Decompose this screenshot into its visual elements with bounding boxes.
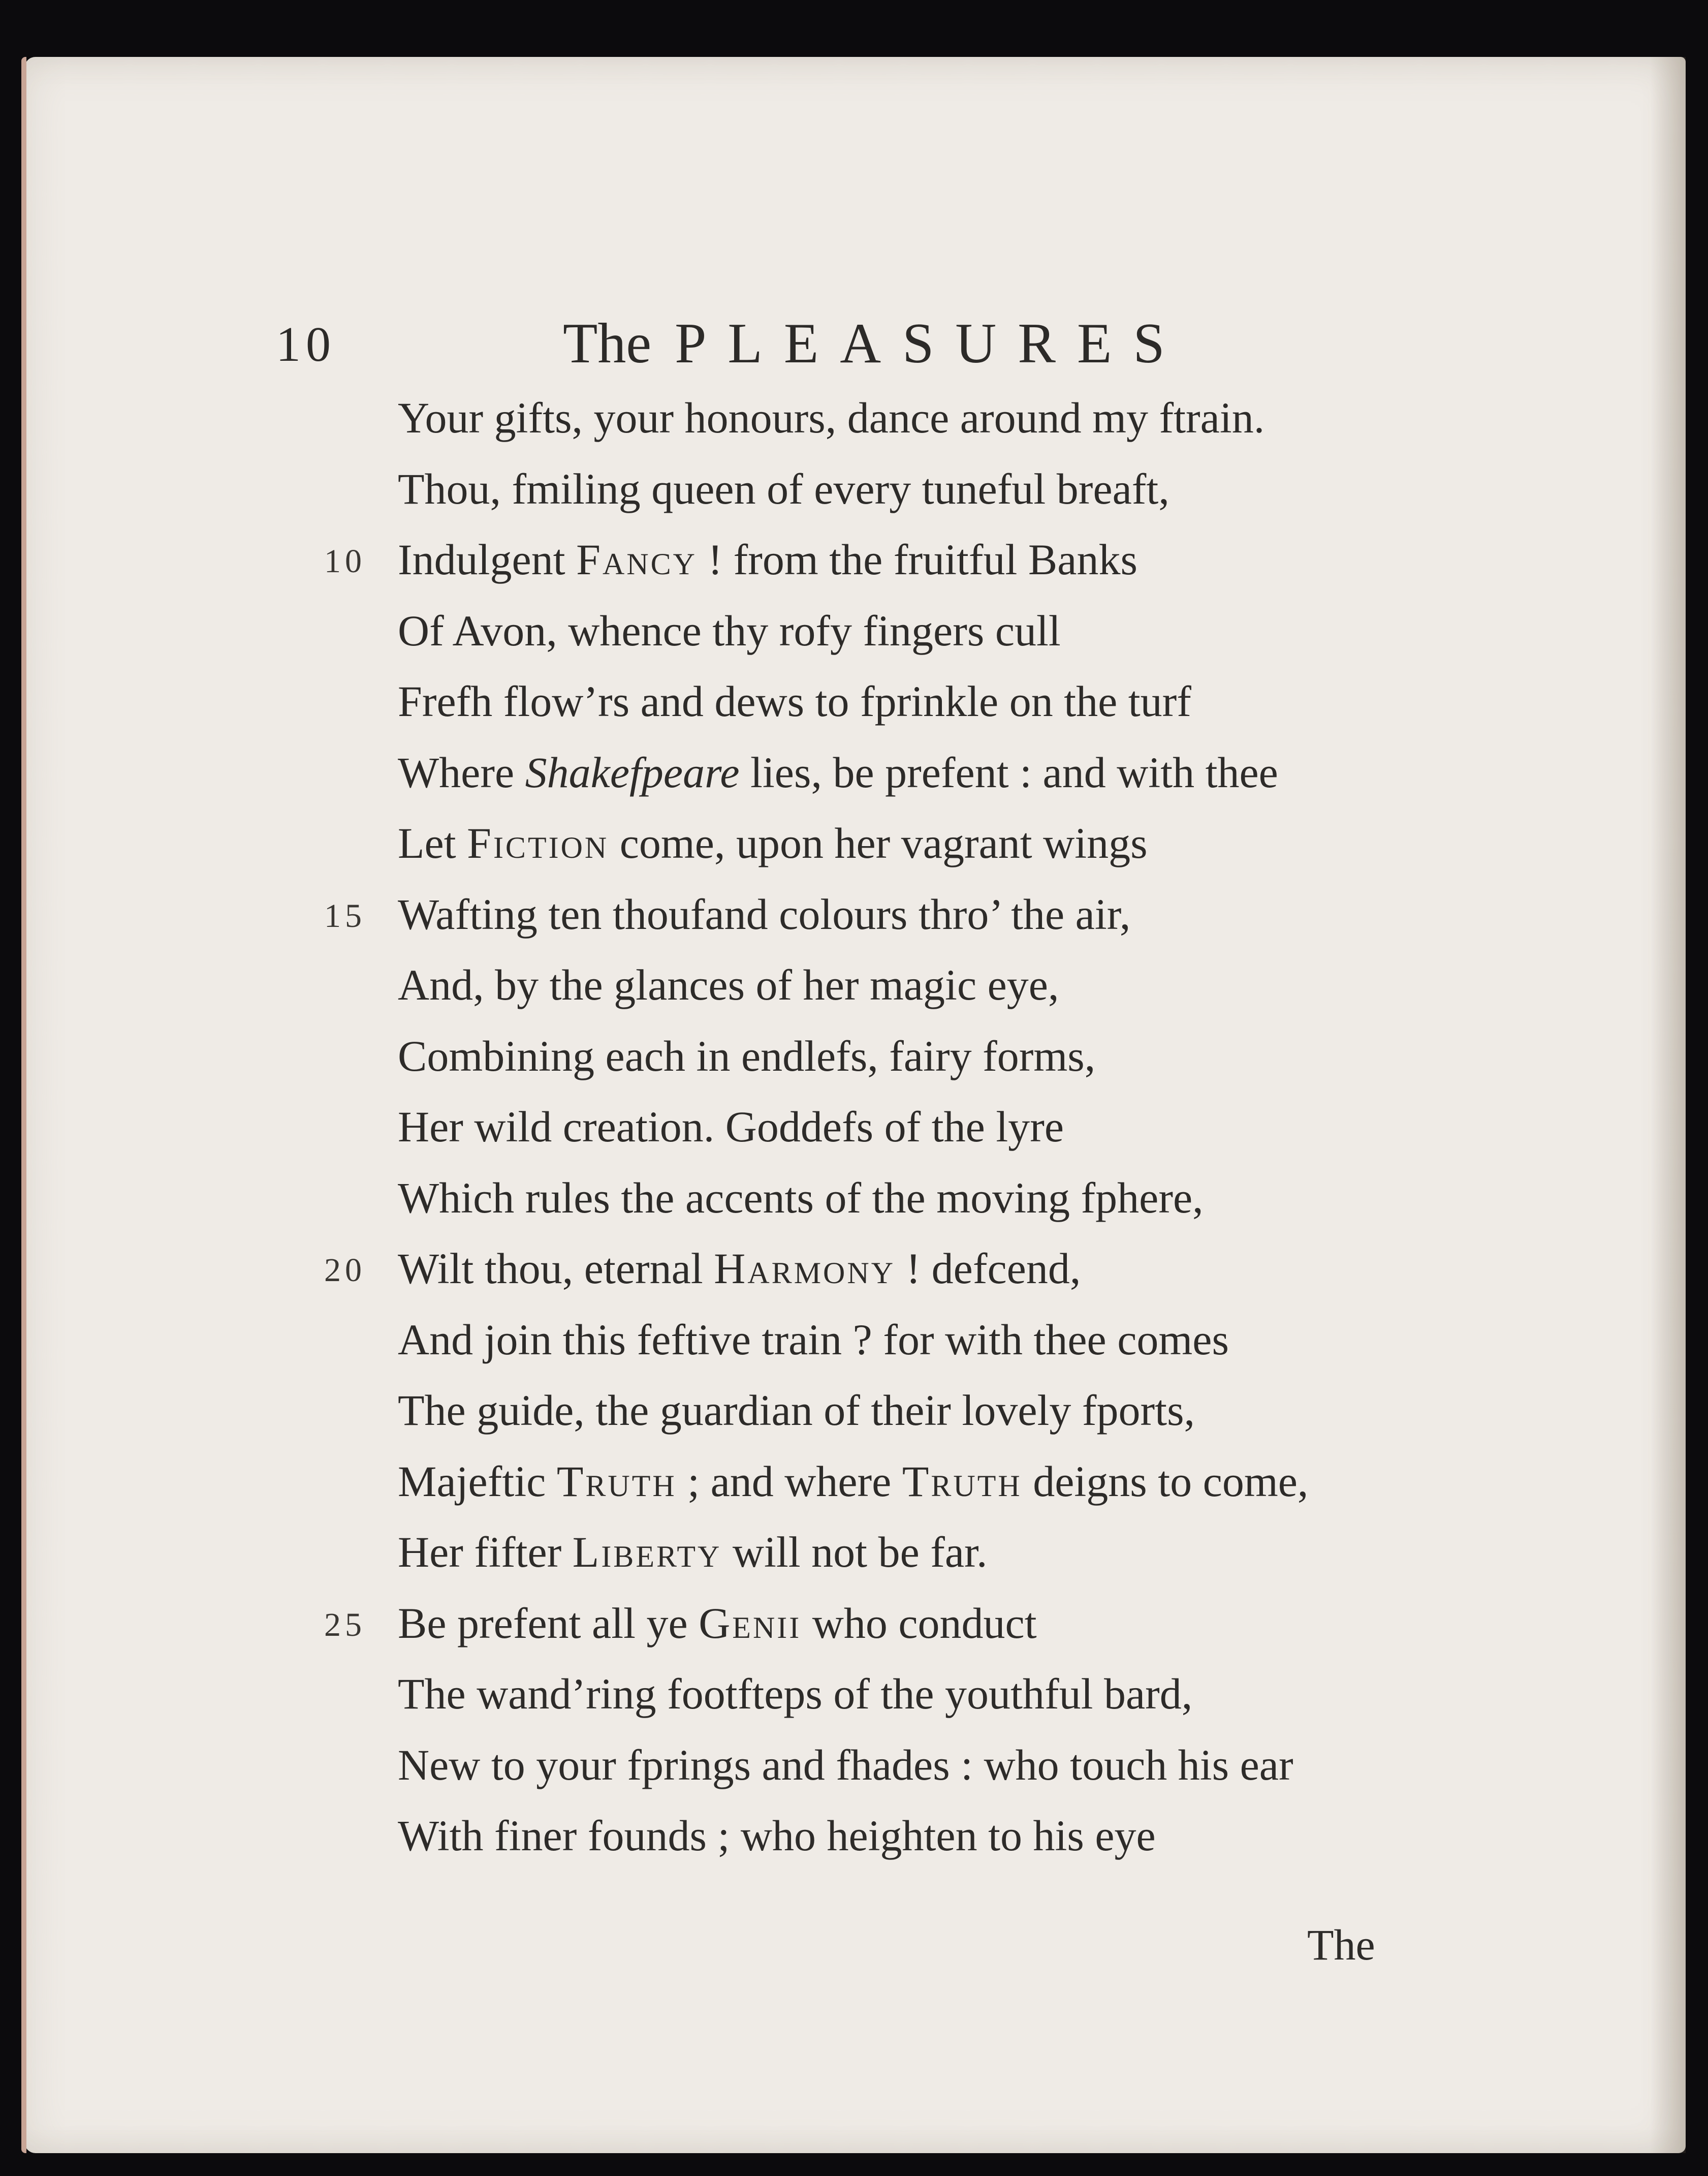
- poem-line: [398, 959, 1059, 1010]
- line-text: Indulgent: [398, 535, 577, 584]
- catchword: The: [1307, 1920, 1375, 1969]
- poem-line: [398, 1668, 1192, 1719]
- poem-line: [398, 889, 1130, 940]
- small-caps-word: Fancy: [576, 535, 697, 584]
- line-text: Frefh flow’rs and dews to fprinkle on the turf: [398, 677, 1191, 726]
- line-number: 10: [324, 543, 366, 580]
- poem-line: [398, 1739, 1293, 1790]
- poem-line: [398, 1101, 1064, 1152]
- line-text: will not be far.: [721, 1528, 988, 1576]
- line-text: New to your fprings and fhades : who touch his ear: [398, 1740, 1293, 1789]
- poem-line: [398, 676, 1191, 727]
- line-number: 15: [324, 897, 366, 935]
- poem-line: [398, 534, 1137, 585]
- line-text: The guide, the guardian of their lovely fports,: [398, 1386, 1195, 1435]
- line-text: ; and where: [676, 1456, 902, 1506]
- small-caps-word: Truth: [556, 1456, 677, 1506]
- line-number: 20: [324, 1252, 366, 1289]
- poem-line: [398, 605, 1061, 656]
- small-caps-word: Harmony: [714, 1244, 896, 1293]
- line-text: ! defcend,: [895, 1244, 1081, 1293]
- poem-line: [398, 1456, 1308, 1507]
- small-caps-word: Fiction: [467, 819, 609, 867]
- running-head-part1: The: [563, 312, 652, 375]
- line-text: deigns to come,: [1022, 1456, 1309, 1506]
- poem-line: [398, 1243, 1081, 1294]
- line-text: With finer founds ; who heighten to his eye: [398, 1811, 1156, 1860]
- page-edge-shadow: [1650, 57, 1686, 2153]
- poem-line: [398, 1385, 1195, 1436]
- line-text: Thou, fmiling queen of every tuneful breaft,: [398, 464, 1169, 513]
- poem-line: [398, 1810, 1156, 1861]
- poem-line: [398, 1527, 987, 1577]
- line-text: Her fifter: [398, 1528, 573, 1576]
- line-text: Combining each in endlefs, fairy forms,: [398, 1031, 1096, 1080]
- running-head-part2: PLEASURES: [675, 312, 1186, 375]
- line-text: Which rules the accents of the moving fphere,: [398, 1173, 1204, 1222]
- running-head: [563, 311, 1186, 377]
- page-number: 10: [276, 317, 336, 372]
- poem-line: [398, 1031, 1095, 1081]
- line-text: who conduct: [801, 1598, 1037, 1647]
- line-text: Wilt thou, eternal: [398, 1244, 714, 1293]
- line-text: Your gifts, your honours, dance around my ftrain.: [398, 393, 1265, 442]
- italic-word: Shakefpeare: [525, 748, 740, 797]
- poem-line: [398, 392, 1264, 443]
- line-text: And, by the glances of her magic eye,: [398, 960, 1059, 1009]
- poem-line: [398, 747, 1278, 798]
- line-text: Of Avon, whence thy rofy fingers cull: [398, 606, 1061, 655]
- line-text: Where: [398, 748, 525, 797]
- line-text: Majeftic: [398, 1456, 557, 1506]
- book-page: [24, 57, 1686, 2153]
- line-text: come, upon her vagrant wings: [609, 819, 1148, 867]
- poem-line: [398, 818, 1148, 868]
- line-text: Her wild creation. Goddefs of the lyre: [398, 1102, 1064, 1151]
- line-text: And join this feftive train ? for with thee comes: [398, 1315, 1229, 1364]
- line-text: The wand’ring footfteps of the youthful bard,: [398, 1669, 1193, 1718]
- line-text: ! from the fruitful Banks: [697, 535, 1137, 584]
- poem-line: [398, 463, 1169, 514]
- line-number: 25: [324, 1606, 366, 1643]
- line-text: Wafting ten thoufand colours thro’ the air,: [398, 889, 1131, 939]
- line-text: Let: [398, 819, 467, 867]
- small-caps-word: Truth: [902, 1456, 1022, 1506]
- small-caps-word: Liberty: [572, 1528, 722, 1576]
- poem-line: [398, 1598, 1037, 1649]
- poem-line: [398, 1172, 1204, 1223]
- line-text: lies, be prefent : and with thee: [739, 748, 1278, 797]
- poem-line: [398, 1314, 1229, 1365]
- small-caps-word: Genii: [699, 1598, 802, 1647]
- line-text: Be prefent all ye: [398, 1598, 699, 1647]
